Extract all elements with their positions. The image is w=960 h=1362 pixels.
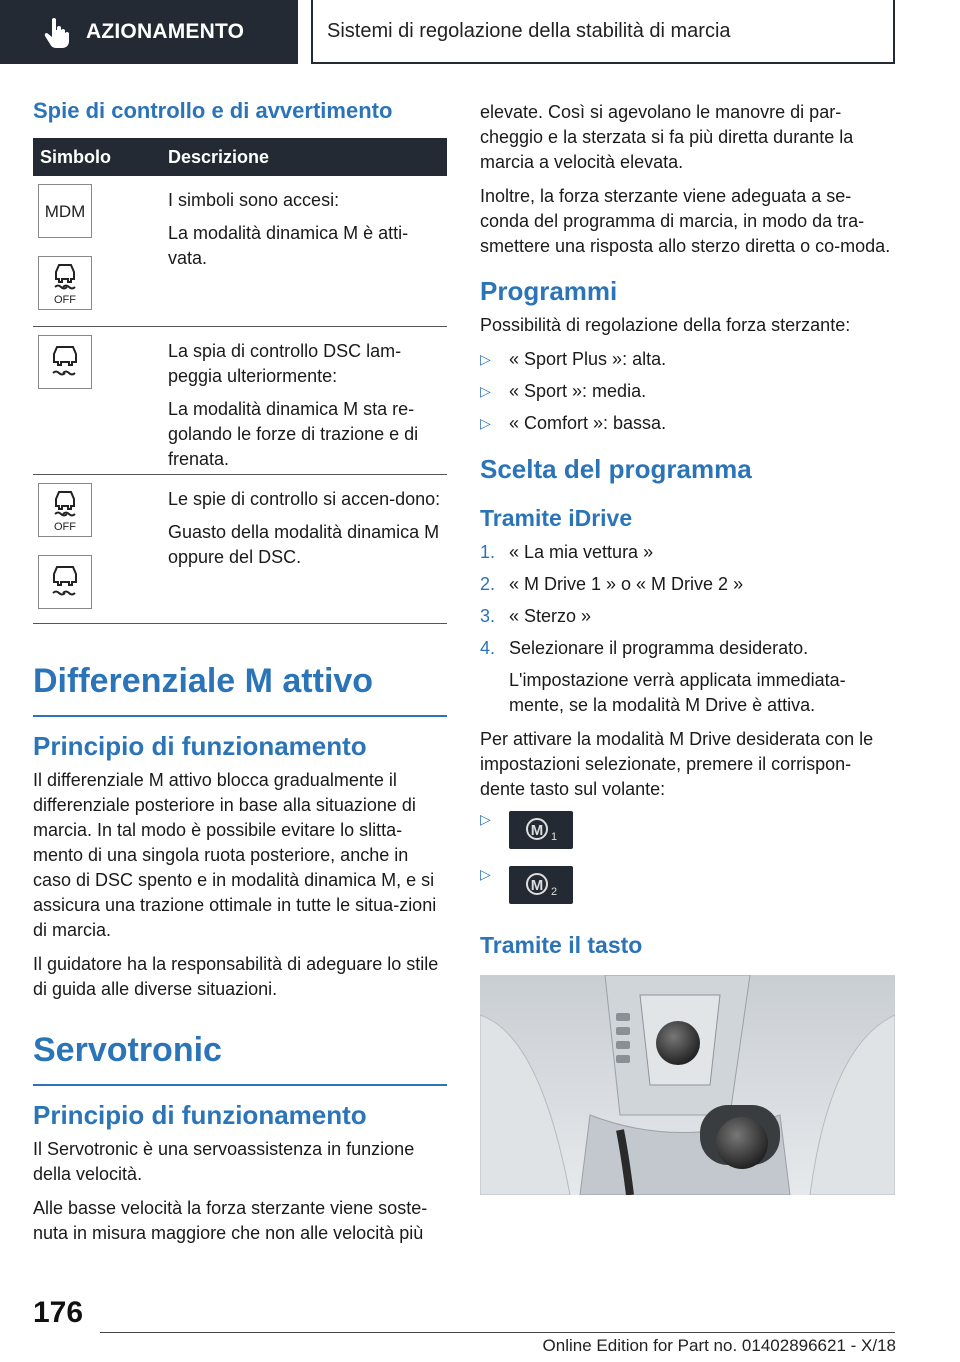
svg-text:1: 1 (550, 831, 558, 843)
list-item: 2. « M Drive 1 » o « M Drive 2 » (480, 574, 744, 594)
list-item: ▷ « Comfort »: bassa. (480, 411, 896, 436)
bullet-icon: ▷ (480, 351, 491, 367)
button-title: Tramite il tasto (480, 932, 643, 958)
list-item: 4. Selezionare il programma desiderato. (480, 638, 809, 658)
svg-text:MDM: MDM (44, 202, 86, 221)
servo-paragraph: Il Servotronic è una servoassistenza in funzione della velocità. (33, 1139, 415, 1184)
programs-title: Programmi (480, 276, 618, 306)
dsc-icon (38, 555, 92, 609)
table-row (33, 176, 447, 327)
dsc-off-icon (38, 483, 92, 537)
svg-text:M: M (530, 877, 544, 894)
idrive-title: Tramite iDrive (480, 505, 633, 531)
choice-title: Scelta del programma (480, 454, 752, 484)
m2-button-icon (509, 866, 573, 904)
description-line: Guasto della modalità dinamica M oppure del DSC. (168, 522, 440, 567)
table-row (33, 327, 447, 475)
description-line: I simboli sono accesi: (168, 190, 340, 210)
description-cell (168, 335, 447, 469)
steps-list (480, 540, 896, 661)
table-row (33, 475, 447, 624)
diff-paragraph: Il differenziale M attivo blocca gradualmente il differenziale posteriore in base alla situazione di marcia. In tal modo è possibile evitare lo slitta-mento di una singola ruota posteriore, anche in caso di DSC spento e in modalità dinamica M, e si assicura una trazione ottimale in tutte le situa-zioni di marcia. (33, 770, 437, 940)
diff-title: Differenziale M attivo (33, 662, 447, 717)
symbol-cell (33, 184, 168, 316)
bullet-icon: ▷ (480, 415, 491, 431)
left-column (33, 98, 447, 1255)
table-header (33, 138, 447, 176)
servo-paragraph-cont: Inoltre, la forza sterzante viene adeguata a se-conda del programma di marcia, in modo da tra-smettere una risposta allo sterzo diretta o co-moda. (480, 186, 891, 256)
description-cell (168, 483, 447, 613)
list-item: ▷ « Sport »: media. (480, 379, 896, 404)
hand-pointer-icon (40, 15, 74, 49)
servo-subtitle: Principio di funzionamento (33, 1100, 367, 1130)
page-number: 176 (33, 1296, 84, 1329)
footer-edition: Online Edition for Part no. 01402896621 - X/18 (542, 1336, 896, 1355)
diff-subtitle: Principio di funzionamento (33, 731, 367, 761)
description-line: La modalità dinamica M sta re-golando le forze di trazione e di frenata. (168, 399, 419, 469)
svg-text:2: 2 (550, 886, 558, 898)
m2-item (480, 866, 896, 904)
svg-text:OFF: OFF (54, 294, 76, 306)
symbol-cell (33, 335, 168, 464)
list-item: ▷ « Sport Plus »: alta. (480, 347, 896, 372)
col-description: Descrizione (168, 146, 270, 167)
diff-paragraph: Il guidatore ha la responsabilità di adeguare lo stile di guida alle diverse situazioni. (33, 954, 439, 999)
step-note: L'impostazione verrà applicata immediata-mente, se la modalità M Drive è attiva. (509, 670, 846, 715)
right-column (480, 100, 896, 1195)
description-line: La spia di controllo DSC lam-peggia ulteriormente: (168, 341, 402, 386)
dsc-icon (38, 335, 92, 389)
mdm-icon (38, 184, 92, 238)
svg-text:OFF: OFF (54, 521, 76, 533)
description-line: Le spie di controllo si accen-dono: (168, 489, 441, 509)
col-symbol: Simbolo (40, 146, 111, 167)
center-console-image (480, 975, 895, 1195)
section-title: AZIONAMENTO (86, 20, 245, 43)
activate-paragraph: Per attivare la modalità M Drive desiderata con le impostazioni selezionate, premere il corrispon-dente tasto sul volante: (480, 729, 874, 799)
description-line: La modalità dinamica M è atti-vata. (168, 223, 409, 268)
footer-divider (100, 1332, 895, 1333)
dsc-off-icon (38, 256, 92, 310)
lights-heading: Spie di controllo e di avvertimento (33, 98, 393, 123)
svg-text:M: M (530, 822, 544, 839)
list-item: 1. « La mia vettura » (480, 542, 654, 562)
description-cell (168, 184, 447, 316)
m1-item (480, 811, 896, 849)
bullet-icon: ▷ (480, 383, 491, 399)
list-item: 3. « Sterzo » (480, 606, 592, 626)
bullet-icon: ▷ (480, 866, 491, 882)
servo-paragraph-cont: elevate. Così si agevolano le manovre di par-cheggio e la sterzata si fa più diretta durante la marcia a velocità elevata. (480, 102, 854, 172)
programs-intro: Possibilità di regolazione della forza sterzante: (480, 315, 851, 335)
page-header (0, 0, 960, 66)
bullet-icon: ▷ (480, 811, 491, 827)
chapter-box (311, 0, 895, 64)
indicator-table (33, 138, 447, 624)
section-tab (0, 0, 298, 64)
programs-list (480, 347, 896, 436)
m1-button-icon (509, 811, 573, 849)
servo-paragraph: Alle basse velocità la forza sterzante viene soste-nuta in misura maggiore che non alle velocità più (33, 1198, 428, 1243)
symbol-cell (33, 483, 168, 613)
servo-title: Servotronic (33, 1031, 447, 1086)
chapter-title: Sistemi di regolazione della stabilità di marcia (327, 19, 731, 42)
